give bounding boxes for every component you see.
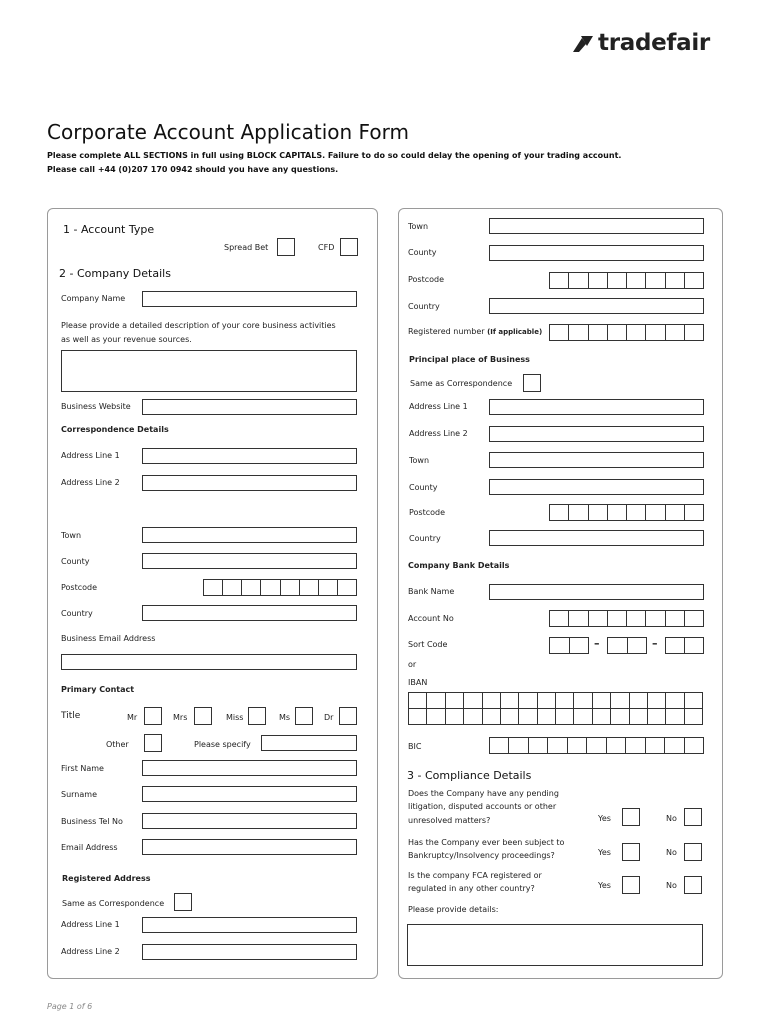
instructions-line-1: Please complete ALL SECTIONS in full using BLOCK CAPITALS. Failure to do so could delay the opening of your trading account.: [47, 151, 622, 160]
iban-label: IBAN: [408, 678, 428, 687]
q1-yes-label: Yes: [598, 814, 611, 823]
account-type-heading: 1 - Account Type: [63, 223, 155, 236]
ms-checkbox[interactable]: [295, 707, 313, 725]
business-description-textarea[interactable]: [61, 350, 357, 392]
sort-code-part1[interactable]: [549, 637, 589, 654]
description-label-1: Please provide a detailed description of your core business activities: [61, 321, 336, 330]
registered-number-input[interactable]: [549, 324, 704, 341]
ms-label: Ms: [279, 713, 291, 722]
details-label: Please provide details:: [408, 905, 499, 914]
page-title: Corporate Account Application Form: [47, 120, 409, 144]
other-checkbox[interactable]: [144, 734, 162, 752]
sort-code-dash-2: –: [652, 637, 658, 650]
q2-no-label: No: [666, 848, 677, 857]
bic-input[interactable]: [489, 737, 704, 754]
q3-line1: Is the company FCA registered or: [408, 871, 542, 880]
reg-country-label: Country: [408, 302, 440, 311]
registered-number-text: Registered number: [408, 327, 485, 336]
corr-address2-label: Address Line 2: [61, 478, 120, 487]
q3-line2: regulated in any other country?: [408, 884, 535, 893]
description-label-2: as well as your revenue sources.: [61, 335, 192, 344]
reg-county-input[interactable]: [489, 245, 704, 261]
q3-yes-checkbox[interactable]: [622, 876, 640, 894]
account-no-input[interactable]: [549, 610, 704, 627]
primary-contact-heading: Primary Contact: [61, 685, 135, 694]
iban-row-1[interactable]: [408, 692, 703, 709]
q2-yes-label: Yes: [598, 848, 611, 857]
mrs-label: Mrs: [173, 713, 188, 722]
reg-town-label: Town: [408, 222, 429, 231]
correspondence-heading: Correspondence Details: [61, 425, 169, 434]
sort-code-label: Sort Code: [408, 640, 448, 649]
reg-county-label: County: [408, 248, 437, 257]
other-label: Other: [106, 740, 129, 749]
mrs-checkbox[interactable]: [194, 707, 212, 725]
principal-county-label: County: [409, 483, 438, 492]
contact-email-input[interactable]: [142, 839, 357, 855]
dr-checkbox[interactable]: [339, 707, 357, 725]
corr-town-input[interactable]: [142, 527, 357, 543]
contact-email-label: Email Address: [61, 843, 118, 852]
dr-label: Dr: [324, 713, 334, 722]
surname-label: Surname: [61, 790, 97, 799]
corr-address2-input[interactable]: [142, 475, 357, 491]
spread-bet-label: Spread Bet: [224, 243, 269, 252]
cfd-label: CFD: [318, 243, 335, 252]
reg-address2-label: Address Line 2: [61, 947, 120, 956]
principal-heading: Principal place of Business: [409, 355, 530, 364]
registered-address-heading: Registered Address: [62, 874, 151, 883]
title-label: Title: [61, 711, 81, 721]
page-number: Page 1 of 6: [47, 1002, 93, 1011]
registered-same-label: Same as Correspondence: [62, 899, 165, 908]
compliance-details-textarea[interactable]: [407, 924, 703, 966]
q2-line2: Bankruptcy/Insolvency proceedings?: [408, 851, 555, 860]
reg-country-input[interactable]: [489, 298, 704, 314]
sort-code-dash-1: –: [594, 637, 600, 650]
q1-yes-checkbox[interactable]: [622, 808, 640, 826]
principal-address1-input[interactable]: [489, 399, 704, 415]
surname-input[interactable]: [142, 786, 357, 802]
first-name-label: First Name: [61, 764, 104, 773]
registered-number-label: [408, 327, 542, 336]
spread-bet-checkbox[interactable]: [277, 238, 295, 256]
reg-postcode-label: Postcode: [408, 275, 445, 284]
principal-country-input[interactable]: [489, 530, 704, 546]
business-email-input[interactable]: [61, 654, 357, 670]
account-no-label: Account No: [408, 614, 454, 623]
principal-postcode-input[interactable]: [549, 504, 704, 521]
miss-label: Miss: [226, 713, 244, 722]
business-website-input[interactable]: [142, 399, 357, 415]
company-name-label: Company Name: [61, 294, 126, 303]
q1-line3: unresolved matters?: [408, 816, 491, 825]
q1-no-checkbox[interactable]: [684, 808, 702, 826]
bank-name-input[interactable]: [489, 584, 704, 600]
sort-code-part2[interactable]: [607, 637, 647, 654]
corr-town-label: Town: [61, 531, 82, 540]
principal-same-checkbox[interactable]: [523, 374, 541, 392]
registered-same-checkbox[interactable]: [174, 893, 192, 911]
reg-address1-input[interactable]: [142, 917, 357, 933]
q1-line2: litigation, disputed accounts or other: [408, 802, 557, 811]
q1-line1: Does the Company have any pending: [408, 789, 559, 798]
corr-country-input[interactable]: [142, 605, 357, 621]
registered-number-note: (If applicable): [487, 328, 543, 336]
iban-row-2[interactable]: [408, 708, 703, 725]
business-tel-label: Business Tel No: [61, 817, 123, 826]
q2-yes-checkbox[interactable]: [622, 843, 640, 861]
company-details-heading: 2 - Company Details: [59, 267, 171, 280]
q3-no-label: No: [666, 881, 677, 890]
principal-address1-label: Address Line 1: [409, 402, 468, 411]
q3-yes-label: Yes: [598, 881, 611, 890]
mr-checkbox[interactable]: [144, 707, 162, 725]
reg-address1-label: Address Line 1: [61, 920, 120, 929]
first-name-input[interactable]: [142, 760, 357, 776]
reg-town-input[interactable]: [489, 218, 704, 234]
business-email-label: Business Email Address: [61, 634, 156, 643]
corr-country-label: Country: [61, 609, 93, 618]
tradefair-logo-icon: [573, 34, 599, 54]
business-website-label: Business Website: [61, 402, 131, 411]
cfd-checkbox[interactable]: [340, 238, 358, 256]
q2-line1: Has the Company ever been subject to: [408, 838, 565, 847]
principal-town-label: Town: [409, 456, 430, 465]
corr-address1-label: Address Line 1: [61, 451, 120, 460]
principal-postcode-label: Postcode: [409, 508, 446, 517]
principal-country-label: Country: [409, 534, 441, 543]
corr-county-label: County: [61, 557, 90, 566]
principal-county-input[interactable]: [489, 479, 704, 495]
instructions-line-2: Please call +44 (0)207 170 0942 should you have any questions.: [47, 165, 339, 174]
company-name-input[interactable]: [142, 291, 357, 307]
reg-postcode-input[interactable]: [549, 272, 704, 289]
corr-postcode-input[interactable]: [203, 579, 357, 596]
corr-county-input[interactable]: [142, 553, 357, 569]
compliance-heading: 3 - Compliance Details: [407, 769, 532, 782]
business-tel-input[interactable]: [142, 813, 357, 829]
miss-checkbox[interactable]: [248, 707, 266, 725]
bank-heading: Company Bank Details: [408, 561, 510, 570]
q1-no-label: No: [666, 814, 677, 823]
principal-address2-label: Address Line 2: [409, 429, 468, 438]
bank-name-label: Bank Name: [408, 587, 455, 596]
bic-label: BIC: [408, 742, 422, 751]
or-label: or: [408, 660, 417, 669]
q3-no-checkbox[interactable]: [684, 876, 702, 894]
brand-name: tradefair: [598, 30, 710, 56]
reg-address2-input[interactable]: [142, 944, 357, 960]
please-specify-label: Please specify: [194, 740, 251, 749]
sort-code-part3[interactable]: [665, 637, 704, 654]
corr-address1-input[interactable]: [142, 448, 357, 464]
title-specify-input[interactable]: [261, 735, 357, 751]
mr-label: Mr: [127, 713, 138, 722]
corr-postcode-label: Postcode: [61, 583, 98, 592]
principal-address2-input[interactable]: [489, 426, 704, 442]
principal-town-input[interactable]: [489, 452, 704, 468]
principal-same-label: Same as Correspondence: [410, 379, 513, 388]
q2-no-checkbox[interactable]: [684, 843, 702, 861]
